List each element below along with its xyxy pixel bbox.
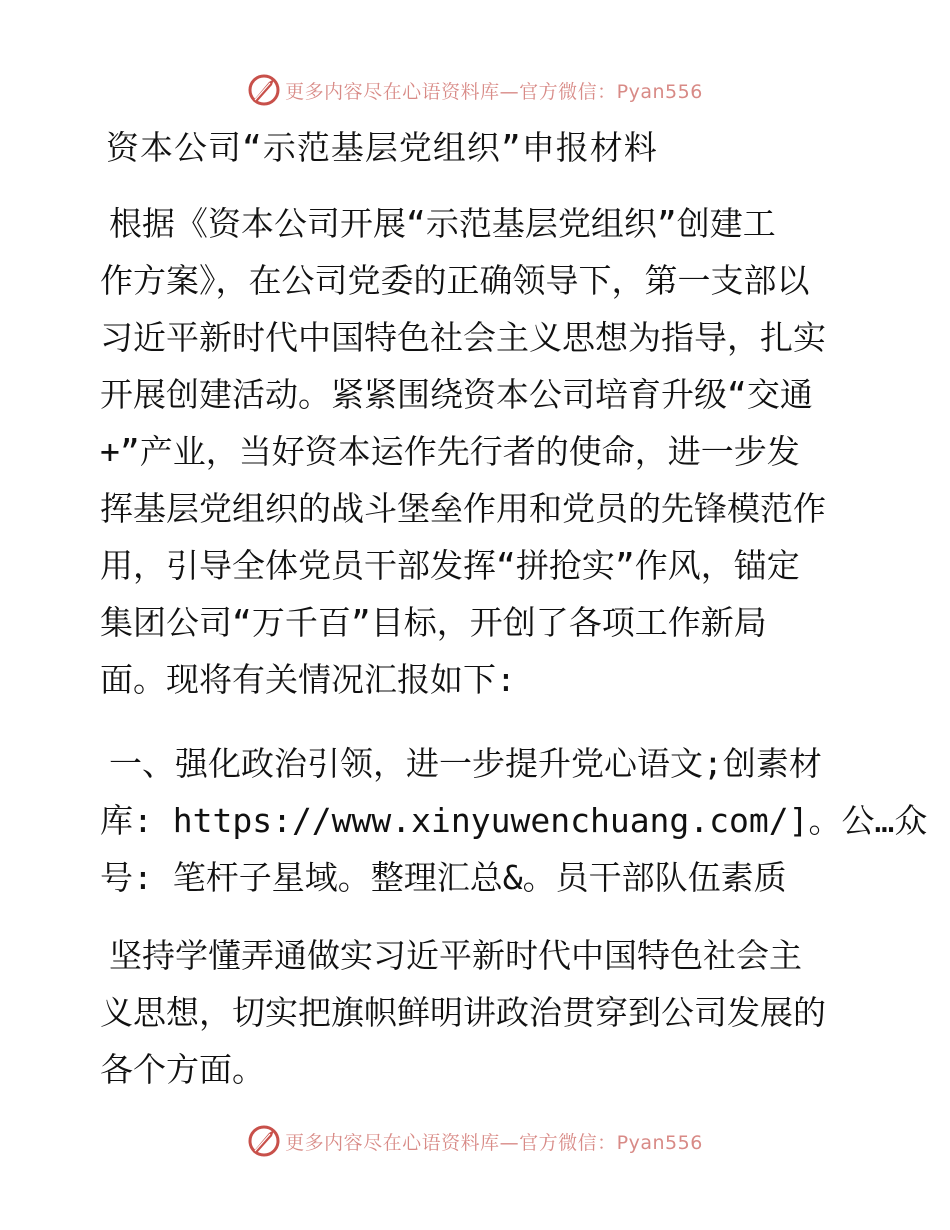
paragraph-line: 义思想，切实把旗帜鲜明讲政治贯穿到公司发展的: [100, 993, 826, 1032]
paragraph-line: 面。现将有关情况汇报如下:: [100, 660, 516, 699]
paragraph-line: 各个方面。: [100, 1050, 265, 1089]
paragraph-line: 集团公司“万千百”目标，开创了各项工作新局: [100, 603, 767, 642]
watermark-text: 更多内容尽在心语资料库—官方微信：Pyan556: [285, 1131, 703, 1154]
paragraph-line: 作方案》，在公司党委的正确领导下，第一支部以: [100, 261, 810, 300]
paragraph-intro: [100, 195, 850, 708]
paragraph-line: 挥基层党组织的战斗堡垒作用和党员的先锋模范作: [100, 489, 826, 528]
footer-watermark: [0, 1121, 950, 1161]
section-heading-one: [100, 735, 928, 906]
paragraph-line: 号: 笔杆子星域。整理汇总&。员干部队伍素质: [100, 858, 787, 897]
watermark-text: 更多内容尽在心语资料库—官方微信：Pyan556: [285, 80, 703, 103]
paragraph-line: 根据《资本公司开展“示范基层党组织”创建工: [109, 204, 776, 243]
paragraph-line: 开展创建活动。紧紧围绕资本公司培育升级“交通: [100, 375, 813, 414]
quill-pen-logo-icon: [247, 1124, 281, 1158]
paragraph-line: 一、强化政治引领，进一步提升党心语文;创素材: [109, 744, 822, 783]
quill-pen-logo-icon: [247, 73, 281, 107]
paragraph-line: 库: https://www.xinyuwenchuang.com/]。公…众: [100, 801, 928, 840]
paragraph-line: 习近平新时代中国特色社会主义思想为指导，扎实: [100, 318, 826, 357]
paragraph-line: 坚持学懂弄通做实习近平新时代中国特色社会主: [109, 936, 802, 975]
paragraph-body: [100, 927, 850, 1098]
header-watermark: [0, 70, 950, 110]
paragraph-line: 用，引导全体党员干部发挥“拼抢实”作风，锚定: [100, 546, 800, 585]
page-title: 资本公司“示范基层党组织”申报材料: [106, 128, 658, 167]
paragraph-line: +”产业，当好资本运作先行者的使命，进一步发: [100, 432, 800, 471]
